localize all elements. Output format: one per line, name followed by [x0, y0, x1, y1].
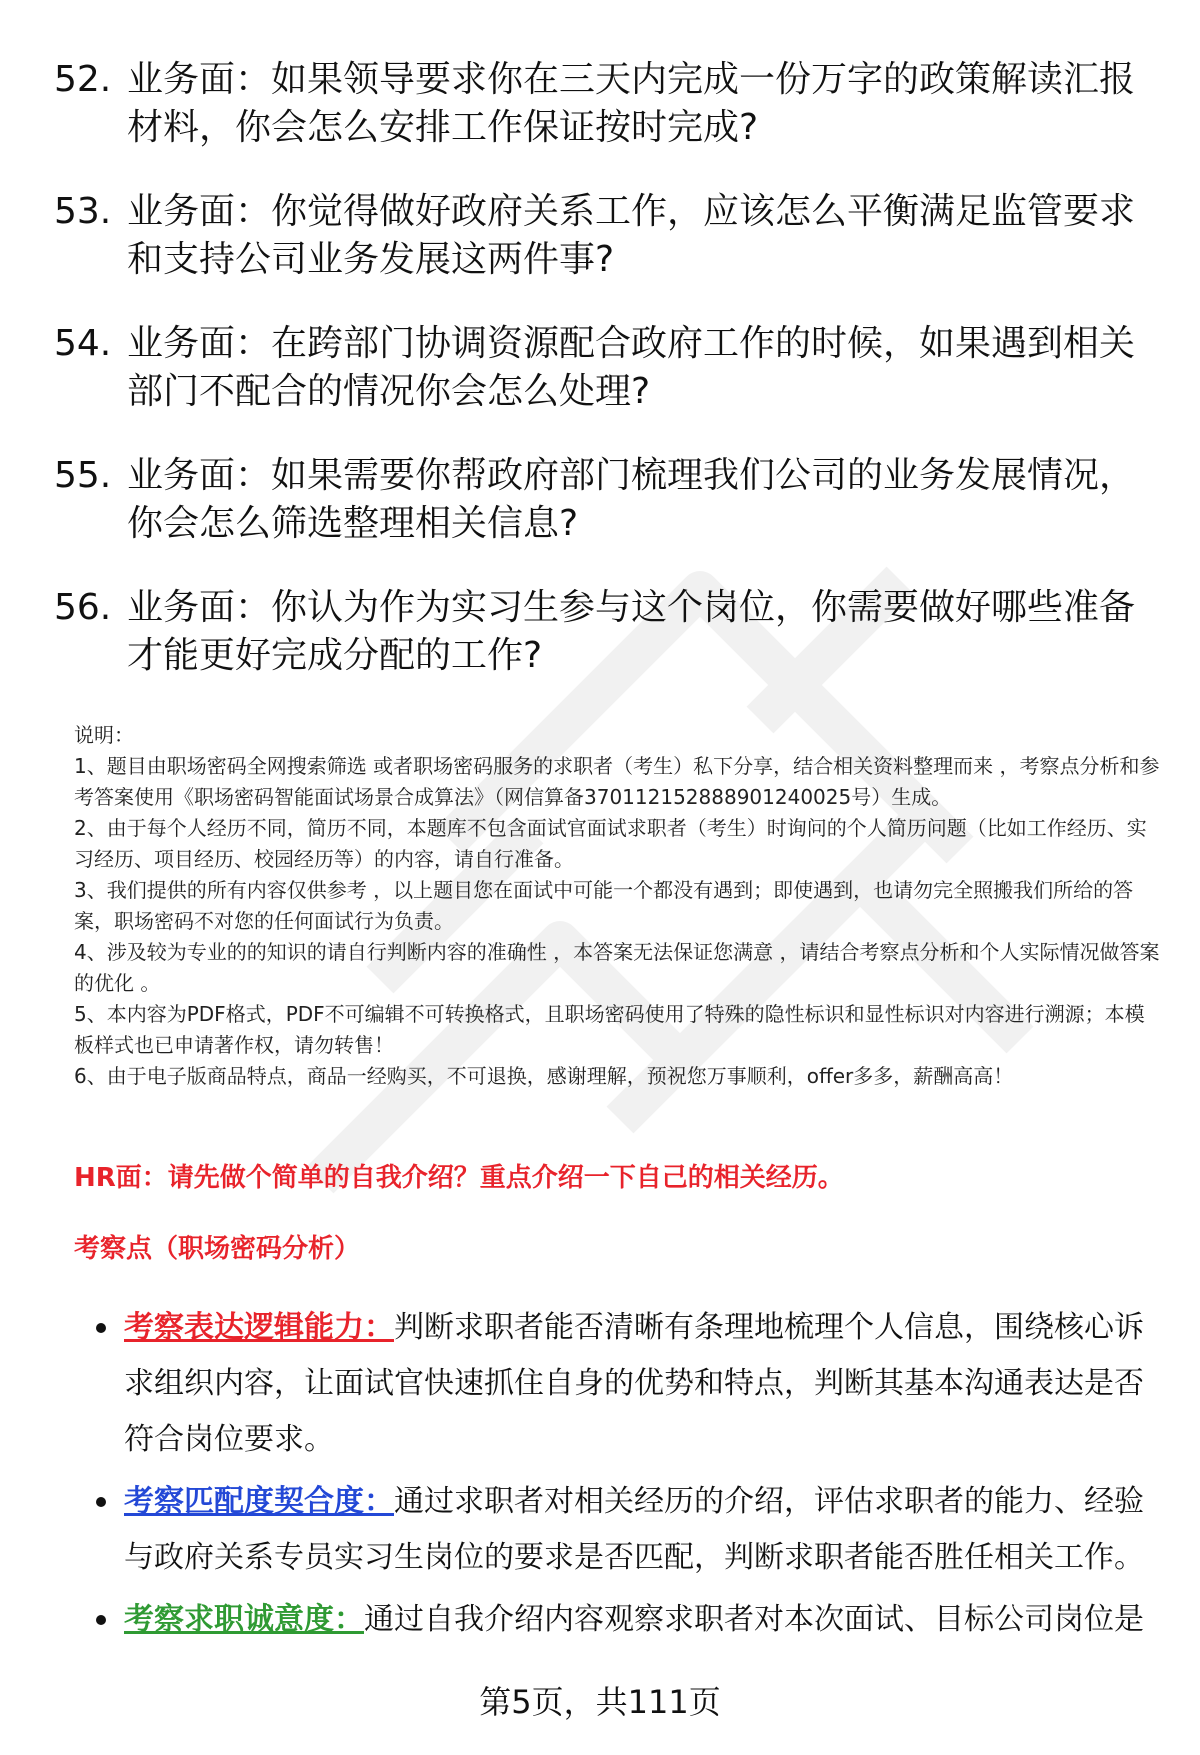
question-text: 业务面：你觉得做好政府关系工作，应该怎么平衡满足监管要求和支持公司业务发展这两件事?: [127, 191, 1136, 280]
note-item: 6、由于电子版商品特点，商品一经购买，不可退换，感谢理解，预祝您万事顺利，offer多多，薪酬高高！: [74, 1064, 1014, 1088]
note-item: 2、由于每个人经历不同，简历不同，本题库不包含面试官面试求职者（考生）时询问的个人简历问题（比如工作经历、实习经历、项目经历、校园经历等）的内容，请自行准备。: [74, 816, 1147, 871]
analysis-heading: 考察点（职场密码分析）: [74, 1234, 361, 1264]
notes-title: 说明：: [74, 723, 134, 747]
page-footer: 第5页，共111页: [479, 1683, 721, 1721]
question-item: [54, 452, 1144, 548]
note-item: 5、本内容为PDF格式，PDF不可编辑不可转换格式，且职场密码使用了特殊的隐性标识和显性标识对内容进行溯源；本模板样式也已申请著作权，请勿转售！: [74, 1002, 1145, 1057]
analysis-text: 通过自我介绍内容观察求职者对本次面试、目标公司岗位是: [364, 1602, 1144, 1637]
analysis-item: [96, 1592, 1156, 1648]
bullet-dot-icon: [96, 1615, 106, 1625]
analysis-label: 考察求职诚意度：: [124, 1602, 364, 1637]
question-text: 业务面：如果领导要求你在三天内完成一份万字的政策解读汇报材料，你会怎么安排工作保证按时完成?: [127, 59, 1136, 148]
question-item: [54, 320, 1144, 416]
question-item: [54, 188, 1144, 284]
question-item: [54, 56, 1144, 152]
analysis-text: 判断求职者能否清晰有条理地梳理个人信息，围绕核心诉求组织内容，让面试官快速抓住自身的优势和特点，判断其基本沟通表达是否符合岗位要求。: [124, 1310, 1144, 1457]
question-number: 52.: [54, 59, 112, 100]
question-list: [54, 56, 1144, 716]
analysis-list: [96, 1300, 1156, 1654]
bullet-dot-icon: [96, 1497, 106, 1507]
question-number: 56.: [54, 587, 112, 628]
analysis-text: 通过求职者对相关经历的介绍，评估求职者的能力、经验与政府关系专员实习生岗位的要求是否匹配，判断求职者能否胜任相关工作。: [124, 1484, 1144, 1575]
question-text: 业务面：如果需要你帮政府部门梳理我们公司的业务发展情况，你会怎么筛选整理相关信息?: [127, 455, 1136, 544]
note-item: 4、涉及较为专业的的知识的请自行判断内容的准确性 ，本答案无法保证您满意 ，请结合考察点分析和个人实际情况做答案的优化 。: [74, 940, 1160, 995]
question-number: 54.: [54, 323, 112, 364]
question-text: 业务面：你认为作为实习生参与这个岗位，你需要做好哪些准备才能更好完成分配的工作?: [127, 587, 1136, 676]
question-item: [54, 584, 1144, 680]
note-item: 3、我们提供的所有内容仅供参考 ，以上题目您在面试中可能一个都没有遇到；即使遇到，也请勿完全照搬我们所给的答案，职场密码不对您的任何面试行为负责。: [74, 878, 1134, 933]
question-text: 业务面：在跨部门协调资源配合政府工作的时候，如果遇到相关部门不配合的情况你会怎么处理?: [127, 323, 1136, 412]
note-item: 1、题目由职场密码全网搜索筛选 或者职场密码服务的求职者（考生）私下分享，结合相关资料整理而来 ，考察点分析和参考答案使用《职场密码智能面试场景合成算法》（网信算备370112152888901240025号）生成。: [74, 754, 1160, 809]
analysis-label: 考察匹配度契合度：: [124, 1484, 394, 1519]
question-number: 53.: [54, 191, 112, 232]
analysis-item: [96, 1300, 1156, 1468]
notes-section: [74, 720, 1164, 1092]
bullet-dot-icon: [96, 1323, 106, 1333]
question-number: 55.: [54, 455, 112, 496]
hr-question-heading: HR面：请先做个简单的自我介绍？重点介绍一下自己的相关经历。: [74, 1163, 844, 1193]
analysis-label: 考察表达逻辑能力：: [124, 1310, 394, 1345]
analysis-item: [96, 1474, 1156, 1586]
